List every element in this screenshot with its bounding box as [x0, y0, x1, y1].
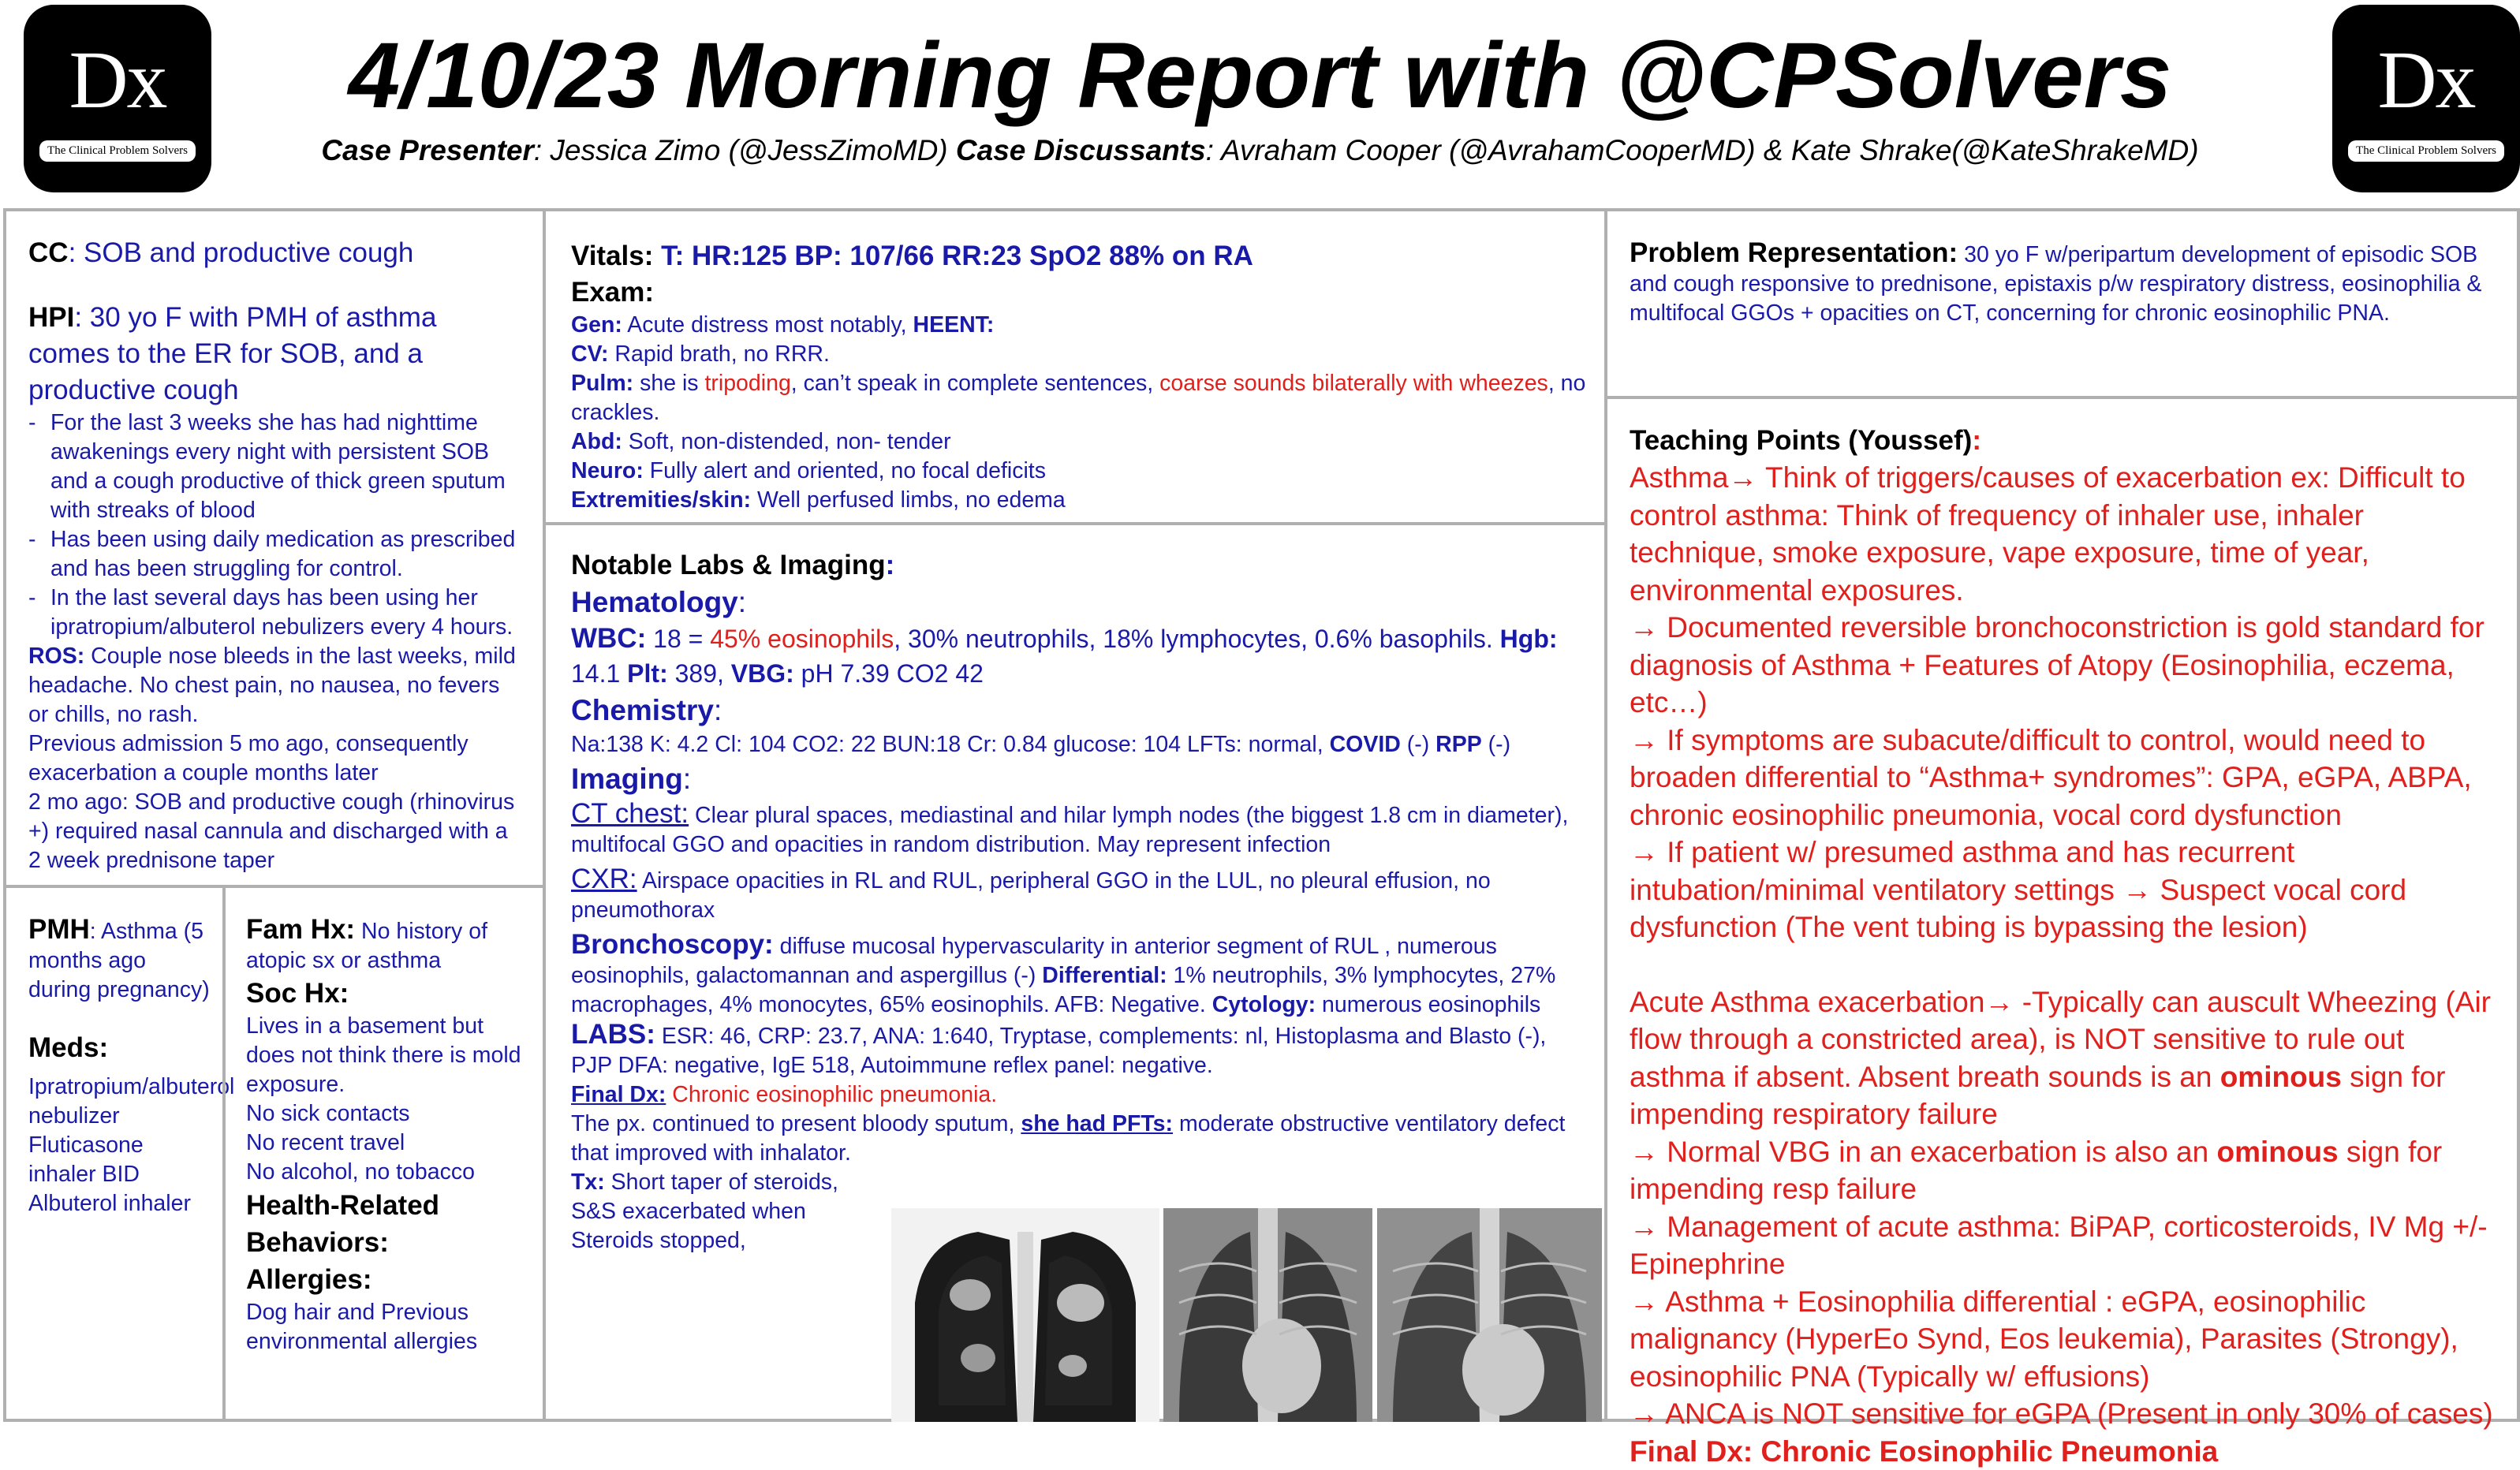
pmh-line — [28, 915, 215, 1005]
list-item: - Has been using daily medication as prescribed and has been struggling for control. — [28, 525, 522, 584]
exam-neuro — [571, 457, 1589, 486]
pulm-text: , no crackles. — [571, 371, 1585, 425]
cytology-label: Cytology: — [1212, 992, 1316, 1017]
tp5-emphasis: ominous — [2220, 1061, 2342, 1093]
problem-representation — [1630, 238, 2501, 328]
tx-text: Short taper of steroids, S&S exacerbated when Steroids stopped, — [571, 1170, 838, 1253]
allergies-label: Allergies: — [246, 1261, 536, 1298]
vbg-label: VBG: — [731, 659, 794, 688]
tp5-text: sign for impending respiratory failure — [1630, 1061, 2446, 1131]
presenter-text: : Jessica Zimo (@JessZimoMD) — [534, 134, 956, 166]
abd-text: Soft, non-distended, non- tender — [622, 429, 951, 454]
final-dx-text: Chronic eosinophilic pneumonia. — [666, 1082, 997, 1107]
chem-colon: : — [714, 694, 722, 726]
famhx-text: No history of atopic sx or asthma — [246, 919, 487, 973]
ext-label: Extremities/skin: — [571, 487, 751, 513]
ext-text: Well perfused limbs, no edema — [751, 487, 1066, 513]
final-dx-line — [571, 1080, 1585, 1110]
teaching-point — [1630, 1133, 2501, 1208]
teaching-point: → Management of acute asthma: BiPAP, corticosteroids, IV Mg +/- Epinephrine — [1630, 1208, 2501, 1283]
hgb-text: 14.1 — [571, 659, 627, 688]
hematology-title — [571, 584, 1585, 621]
plt-text: 389, — [668, 659, 731, 688]
bronch-text: diffuse mucosal hypervascularity in anterior segment of RUL , numerous eosinophils, galactomannan and aspergillus (-) — [571, 934, 1497, 988]
rpp-label: RPP — [1435, 732, 1482, 757]
famhx-label: Fam Hx: — [246, 914, 355, 945]
panel-history — [3, 208, 546, 888]
two-months-ago: 2 mo ago: SOB and productive cough (rhinovirus +) required nasal cannula and discharged with a 2 week prednisone taper — [28, 788, 522, 875]
labs-title — [571, 547, 1585, 584]
cxr-image-1 — [1163, 1208, 1372, 1422]
teaching-point: → ANCA is NOT sensitive for eGPA (Present in only 30% of cases) — [1630, 1395, 2501, 1433]
logo-left — [24, 5, 211, 192]
chem-text: Na:138 K: 4.2 Cl: 104 CO2: 22 BUN:18 Cr: 0.84 glucose: 104 LFTs: normal, — [571, 732, 1330, 757]
differential-label: Differential: — [1042, 963, 1167, 988]
vitals-line — [571, 238, 1589, 274]
ros-label: ROS: — [28, 644, 84, 669]
logo-right — [2332, 5, 2520, 192]
imaging-label: Imaging — [571, 763, 683, 795]
final-diagnosis: Final Dx: Chronic Eosinophilic Pneumonia — [1630, 1433, 2501, 1470]
exam-abd — [571, 427, 1589, 457]
heme-colon: : — [738, 586, 746, 618]
exam-cv — [571, 340, 1589, 369]
presenter-label: Case Presenter — [321, 134, 533, 166]
sochx-item: No alcohol, no tobacco — [246, 1158, 536, 1187]
pfts-text: moderate obstructive ventilatory defect that improved with inhalator. — [571, 1111, 1565, 1166]
teaching-point: → If symptoms are subacute/difficult to control, would need to broaden differential to “Asthma+ syndromes”: GPA, eGPA, ABPA, chronic eosinophilic pneumonia, vocal cord dysfunction — [1630, 722, 2501, 834]
px-text: The px. continued to present bloody sputum, — [571, 1111, 1021, 1136]
ct-chest — [571, 799, 1585, 860]
ct-label: CT chest: — [571, 798, 689, 829]
ros-line — [28, 642, 522, 729]
teaching-point: Asthma→ Think of triggers/causes of exacerbation ex: Difficult to control asthma: Think of frequency of inhaler use, inhaler technique, smoke exposure, vape exposure, time of year, environmental exposures. — [1630, 459, 2501, 609]
pulm-highlight: coarse sounds bilaterally with wheezes — [1159, 371, 1548, 396]
covid-text: (-) — [1401, 732, 1435, 757]
sochx-item: No recent travel — [246, 1129, 536, 1158]
hpi-text: : 30 yo F with PMH of asthma comes to the ER for SOB, and a productive cough — [28, 302, 436, 405]
cc-label: CC — [28, 237, 69, 268]
discussants-text: : Avraham Cooper (@AvrahamCooperMD) & Kate Shrake(@KateShrakeMD) — [1206, 134, 2199, 166]
teaching-colon: : — [1972, 425, 1981, 456]
pulm-label: Pulm: — [571, 371, 633, 396]
exam-label: Exam: — [571, 274, 1589, 311]
rpp-text: (-) — [1482, 732, 1510, 757]
bronch-text: 1% neutrophils, 3% lymphocytes, 27% macrophages, 4% monocytes, 65% eosinophils. AFB: Negative. — [571, 963, 1555, 1017]
teaching-title — [1630, 423, 2501, 459]
cc-line — [28, 235, 522, 271]
probrep-colon: : — [1949, 237, 1958, 268]
panel-vitals-exam — [543, 208, 1607, 525]
wbc-text: 18 = — [646, 625, 710, 653]
treatment-line — [571, 1168, 871, 1255]
list-item: - In the last several days has been using her ipratropium/albuterol nebulizers every 4 hours. — [28, 584, 522, 642]
vitals-text: T: HR:125 BP: 107/66 RR:23 SpO2 88% on RA — [661, 241, 1253, 271]
abd-label: Abd: — [571, 429, 622, 454]
tp6-text: → Normal VBG in an exacerbation is also an — [1630, 1136, 2216, 1168]
sochx-item: No sick contacts — [246, 1099, 536, 1129]
labs-colon: : — [886, 550, 895, 580]
ros-text: Couple nose bleeds in the last weeks, mild headache. No chest pain, no nausea, no fevers or chills, no rash. — [28, 644, 516, 727]
pfts-line — [571, 1110, 1585, 1168]
final-dx-label: Final Dx: — [571, 1082, 666, 1107]
teaching-label: Teaching Points (Youssef) — [1630, 425, 1972, 456]
meds-colon: : — [99, 1032, 108, 1063]
hpi-label: HPI — [28, 302, 74, 333]
heme-label: Hematology — [571, 586, 738, 618]
exam-extremities — [571, 486, 1589, 515]
imaging-title — [571, 759, 1585, 799]
teaching-point: → If patient w/ presumed asthma and has recurrent intubation/minimal ventilatory settings → Suspect vocal cord dysfunction (The vent tubing is bypassing the lesion) — [1630, 834, 2501, 946]
tp6-text: sign for impending resp failure — [1630, 1136, 2442, 1206]
labs-label: Notable Labs & Imaging — [571, 550, 886, 580]
med-item: Albuterol inhaler — [28, 1189, 215, 1218]
hematology-values — [571, 621, 1585, 691]
meds-label: Meds — [28, 1032, 99, 1063]
hgb-label: Hgb: — [1500, 625, 1558, 653]
tp5-text: Acute Asthma exacerbation→ -Typically can auscult Wheezing (Air flow through a constricted area), is NOT sensitive to rule out asthma if absent. Absent breath sounds is an — [1630, 986, 2491, 1093]
panel-teaching-points — [1604, 396, 2520, 1422]
cxr — [571, 864, 1585, 925]
pulm-highlight: tripoding — [704, 371, 790, 396]
teaching-point: → Documented reversible bronchoconstriction is gold standard for diagnosis of Asthma + Features of Atopy (Eosinophilia, eczema, etc…) — [1630, 609, 2501, 722]
panel-social — [222, 885, 546, 1422]
cv-text: Rapid brath, no RRR. — [609, 341, 830, 367]
heent-label: HEENT: — [913, 312, 994, 338]
labs-extra — [571, 1020, 1585, 1080]
page-title: 4/10/23 Morning Report with @CPSolvers — [205, 22, 2315, 129]
sochx-label: Soc Hx: — [246, 976, 536, 1012]
labs2-label: LABS: — [571, 1019, 655, 1050]
covid-label: COVID — [1330, 732, 1401, 757]
discussants-label: Case Discussants — [956, 134, 1206, 166]
plt-label: Plt: — [627, 659, 668, 688]
meds-line — [28, 1033, 215, 1065]
pulm-text: she is — [633, 371, 704, 396]
chemistry-values — [571, 730, 1585, 759]
med-item: Ipratropium/albuterol nebulizer — [28, 1073, 215, 1131]
exam-pulm — [571, 369, 1589, 427]
famhx-line — [246, 915, 536, 976]
neuro-label: Neuro: — [571, 458, 644, 483]
gen-label: Gen: — [571, 312, 622, 338]
imaging-colon: : — [683, 763, 691, 795]
cv-label: CV: — [571, 341, 609, 367]
teaching-point: → Asthma + Eosinophilia differential : eGPA, eosinophilic malignancy (HyperEo Synd, Eos leukemia), Parasites (Strongy), eosinophilic PNA (Typically w/ effusions) — [1630, 1283, 2501, 1396]
hpi-line — [28, 300, 522, 409]
bronch-label: Bronchoscopy: — [571, 929, 774, 960]
wbc-text: , 30% neutrophils, 18% lymphocytes, 0.6% basophils. — [894, 625, 1499, 653]
chemistry-title — [571, 691, 1585, 730]
hpi-list — [28, 409, 522, 642]
previous-admission: Previous admission 5 mo ago, consequently exacerbation a couple months later — [28, 729, 522, 788]
panel-pmh — [3, 885, 226, 1422]
wbc-label: WBC: — [571, 623, 646, 654]
exam-gen — [571, 311, 1589, 340]
labs2-text: ESR: 46, CRP: 23.7, ANA: 1:640, Tryptase, complements: nl, Histoplasma and Blasto (-), PJP DFA: negative, IgE 518, Autoimmune reflex panel: negative. — [571, 1024, 1546, 1078]
ct-chest-image — [891, 1208, 1159, 1422]
cxr-image-1-svg — [1163, 1208, 1372, 1422]
cc-text: : SOB and productive cough — [69, 237, 414, 268]
vbg-text: pH 7.39 CO2 42 — [794, 659, 984, 688]
cxr-label: CXR: — [571, 864, 637, 894]
logo-tagline: The Clinical Problem Solvers — [39, 140, 196, 162]
wbc-eos: 45% eosinophils — [710, 625, 894, 653]
bronchoscopy — [571, 930, 1585, 1020]
teaching-point — [1630, 983, 2501, 1133]
panel-problem-representation — [1604, 208, 2520, 399]
list-item: - For the last 3 weeks she has had nighttime awakenings every night with persistent SOB and a cough productive of thick green sputum with streaks of blood — [28, 409, 522, 525]
logo-tagline: The Clinical Problem Solvers — [2348, 140, 2504, 162]
pfts-label: she had PFTs: — [1021, 1111, 1173, 1136]
cxr-image-2-svg — [1377, 1208, 1602, 1422]
logo-dx-text: Dx — [24, 39, 211, 121]
sochx-item: Lives in a basement but does not think there is mold exposure. — [246, 1012, 536, 1099]
pulm-text: , can’t speak in complete sentences, — [791, 371, 1159, 396]
allergies-text: Dog hair and Previous environmental allergies — [246, 1298, 536, 1356]
ct-chest-image-svg — [891, 1208, 1159, 1422]
cxr-text: Airspace opacities in RL and RUL, peripheral GGO in the LUL, no pleural effusion, no pneumothorax — [571, 868, 1491, 923]
neuro-text: Fully alert and oriented, no focal deficits — [644, 458, 1046, 483]
tp6-emphasis: ominous — [2216, 1136, 2338, 1168]
pmh-text: : Asthma (5 months ago during pregnancy) — [28, 919, 210, 1002]
vitals-label: Vitals: — [571, 241, 661, 271]
ct-text: Clear plural spaces, mediastinal and hilar lymph nodes (the biggest 1.8 cm in diameter), multifocal GGO and opacities in random distribution. May represent infection — [571, 803, 1568, 857]
credits-line — [205, 134, 2315, 167]
pmh-label: PMH — [28, 914, 90, 945]
probrep-text: 30 yo F w/peripartum development of episodic SOB and cough responsive to prednisone, epistaxis p/w respiratory distress, eosinophilia & multifocal GGOs + opacities on CT, concerning for chronic eosinophilic PNA. — [1630, 242, 2481, 326]
chem-label: Chemistry — [571, 694, 714, 726]
cytology-text: numerous eosinophils — [1316, 992, 1540, 1017]
cxr-image-2 — [1377, 1208, 1602, 1422]
logo-dx-text: Dx — [2332, 39, 2520, 121]
tx-label: Tx: — [571, 1170, 605, 1195]
med-item: Fluticasone inhaler BID — [28, 1131, 215, 1189]
probrep-label: Problem Representation — [1630, 237, 1949, 268]
gen-text: Acute distress most notably, — [622, 312, 913, 338]
health-behaviors-label: Health-Related Behaviors: — [246, 1187, 536, 1261]
